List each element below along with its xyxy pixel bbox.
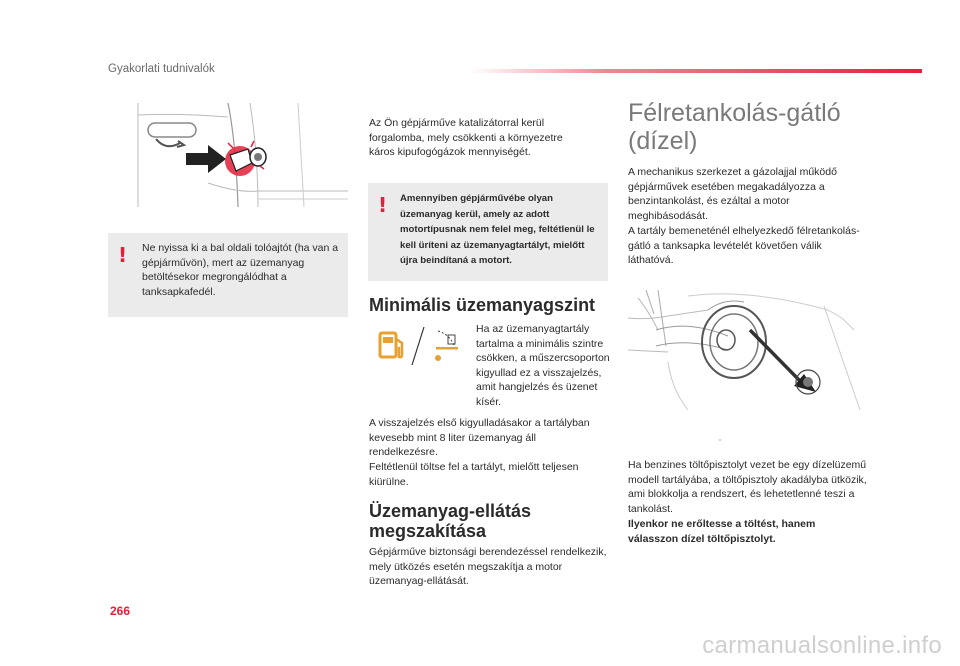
diesel-filler-neck-illustration xyxy=(628,290,868,442)
wrong-fuel-warning-box xyxy=(368,183,608,281)
fuel-cutoff-title-line1: Üzemanyag-ellátás xyxy=(369,501,532,521)
min-fuel-para2: Feltétlenül töltse fel a tartályt, mielőtt teljesen kiürülne. xyxy=(369,461,579,488)
fuel-cutoff-title-line2: megszakítása xyxy=(369,521,487,541)
wrong-fuel-warning-text: Amennyiben gépjárművébe olyan üzemanyag kerül, amely az adott motortípusnak nem felel meg, feltétlenül le kell üríteni az üzemanyagtartályt, mielőtt újra beindítaná a motort. xyxy=(400,193,595,267)
min-fuel-icon-text: Ha az üzemanyagtartály tartalma a minimális szintre csökken, a műszercsoporton kigyullad ez a visszajelzés, amit hangjelzés és üzenet kísér. xyxy=(476,323,610,408)
misfuel-title-line2: (dízel) xyxy=(628,127,698,155)
min-fuel-para1: A visszajelzés első kigyulladásakor a tartályban kevesebb mint 8 liter üzemanyag áll rendelkezésre. xyxy=(369,417,590,459)
misfuel-para1: A mechanikus szerkezet a gázolajjal működő gépjárművek esetében megakadályozza a benzintankolást, és ezáltal a motor meghibásodását. xyxy=(628,166,837,222)
min-fuel-title: Minimális üzemanyagszint xyxy=(369,295,596,315)
misfuel-para2: A tartály bemeneténél elhelyezkedő félretankolás-gátló a tanksapka levételét követően válik láthatóvá. xyxy=(628,225,860,267)
misfuel-title xyxy=(628,99,841,155)
door-warning-box xyxy=(108,233,348,317)
misfuel-title-line1: Félretankolás-gátló xyxy=(628,99,841,127)
door-warning-text: Ne nyissa ki a bal oldali tolóajtót (ha van a gépjárművön), mert az üzemanyag betöltésekor megrongálódhat a tanksapkafedél. xyxy=(142,242,339,298)
fuel-cutoff-title xyxy=(369,501,531,541)
catalyst-intro-text: Az Ön gépjárműve katalizátorral kerül forgalomba, mely csökkenti a környezetre káros kipufogógázok mennyiségét. xyxy=(369,117,563,159)
header-accent-line xyxy=(470,69,922,73)
warning-icon: ! xyxy=(378,193,388,217)
van-fuel-flap-illustration xyxy=(108,103,348,207)
page-number: 266 xyxy=(110,604,131,618)
misfuel-para3: Ha benzines töltőpisztolyt vezet be egy dízelüzemű modell tartályába, a töltőpisztoly akadályba ütközik, ami blokkolja a rendszert, és lehetetlenné teszi a tankolást. xyxy=(628,459,867,515)
misfuel-para3-bold: Ilyenkor ne erőltesse a töltést, hanem válasszon dízel töltőpisztolyt. xyxy=(628,518,816,545)
section-header: Gyakorlati tudnivalók xyxy=(108,63,215,75)
watermark: carmanualsonline.info xyxy=(702,632,942,659)
low-fuel-warning-icon xyxy=(372,325,468,369)
warning-icon: ! xyxy=(118,243,128,267)
fuel-cutoff-text: Gépjárműve biztonsági berendezéssel rendelkezik, mely ütközés esetén megszakítja a motor üzemanyag-ellátását. xyxy=(369,546,607,588)
